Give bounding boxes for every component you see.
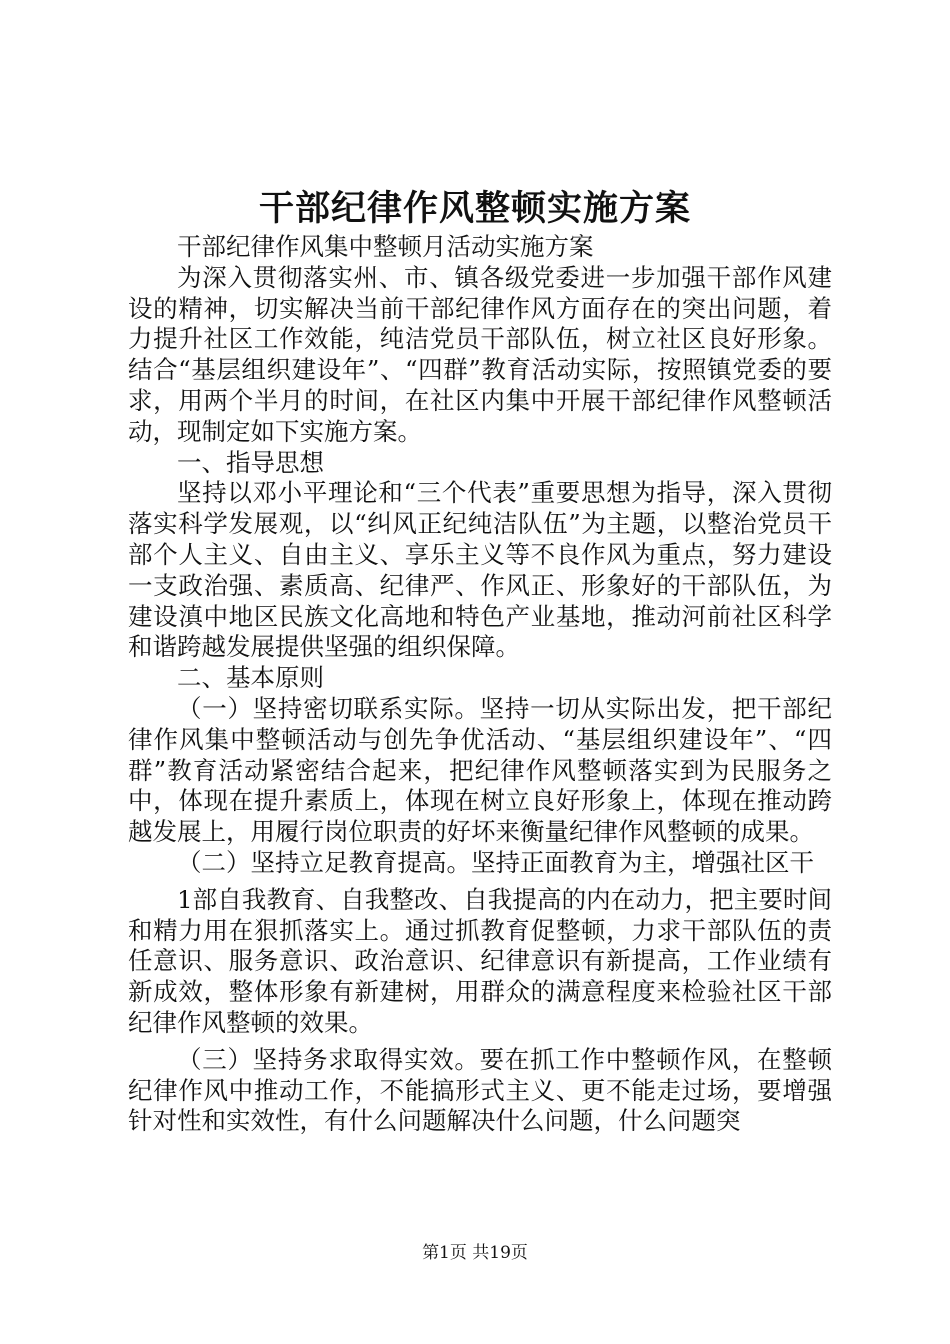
heading-basic-principles: 二、基本原则 [177, 663, 324, 693]
paragraph-intro: 为深入贯彻落实州、市、镇各级党委进一步加强干部作风建设的精神，切实解决当前干部纪律作风方面存在的突出问题，着力提升社区工作效能，纯洁党员干部队伍，树立社区良好形象。结合“基层组织建设年”、“四群”教育活动实际，按照镇党委的要求，用两个半月的时间，在社区内集中开展干部纪律作风整顿活动，现制定如下实施方案。 [128, 262, 832, 446]
document-body [128, 232, 832, 1137]
paragraph-principle-2: （二）坚持立足教育提高。坚持正面教育为主，增强社区干 [177, 847, 814, 877]
paragraph-principle-2-continued: 1部自我教育、自我整改、自我提高的内在动力，把主要时间和精力用在狠抓落实上。通过抓教育促整顿，力求干部队伍的责任意识、服务意识、政治意识、纪律意识有新提高，工作业绩有新成效，整体形象有新建树，用群众的满意程度来检验社区干部纪律作风整顿的效果。 [128, 884, 832, 1037]
page-number: 第1页 共19页 [422, 1243, 528, 1263]
paragraph-principle-1: （一）坚持密切联系实际。坚持一切从实际出发，把干部纪律作风集中整顿活动与创先争优活动、“基层组织建设年”、“四群”教育活动紧密结合起来，把纪律作风整顿落实到为民服务之中，体现在提升素质上，体现在树立良好形象上，体现在推动跨越发展上，用履行岗位职责的好坏来衡量纪律作风整顿的成果。 [128, 693, 832, 847]
paragraph-subtitle: 干部纪律作风集中整顿月活动实施方案 [177, 232, 594, 261]
heading-guiding-thought: 一、指导思想 [177, 447, 324, 477]
paragraph-guiding-thought: 坚持以邓小平理论和“三个代表”重要思想为指导，深入贯彻落实科学发展观，以“纠风正纪纯洁队伍”为主题，以整治党员干部个人主义、自由主义、享乐主义等不良作风为重点，努力建设一支政治强、素质高、纪律严、作风正、形象好的干部队伍，为建设滇中地区民族文化高地和特色产业基地，推动河前社区科学和谐跨越发展提供坚强的组织保障。 [128, 478, 832, 662]
page-title: 干部纪律作风整顿实施方案 [258, 188, 691, 229]
paragraph-principle-3: （三）坚持务求取得实效。要在抓工作中整顿作风，在整顿纪律作风中推动工作，不能搞形式主义、更不能走过场，要增强针对性和实效性，有什么问题解决什么问题，什么问题突 [128, 1044, 832, 1136]
